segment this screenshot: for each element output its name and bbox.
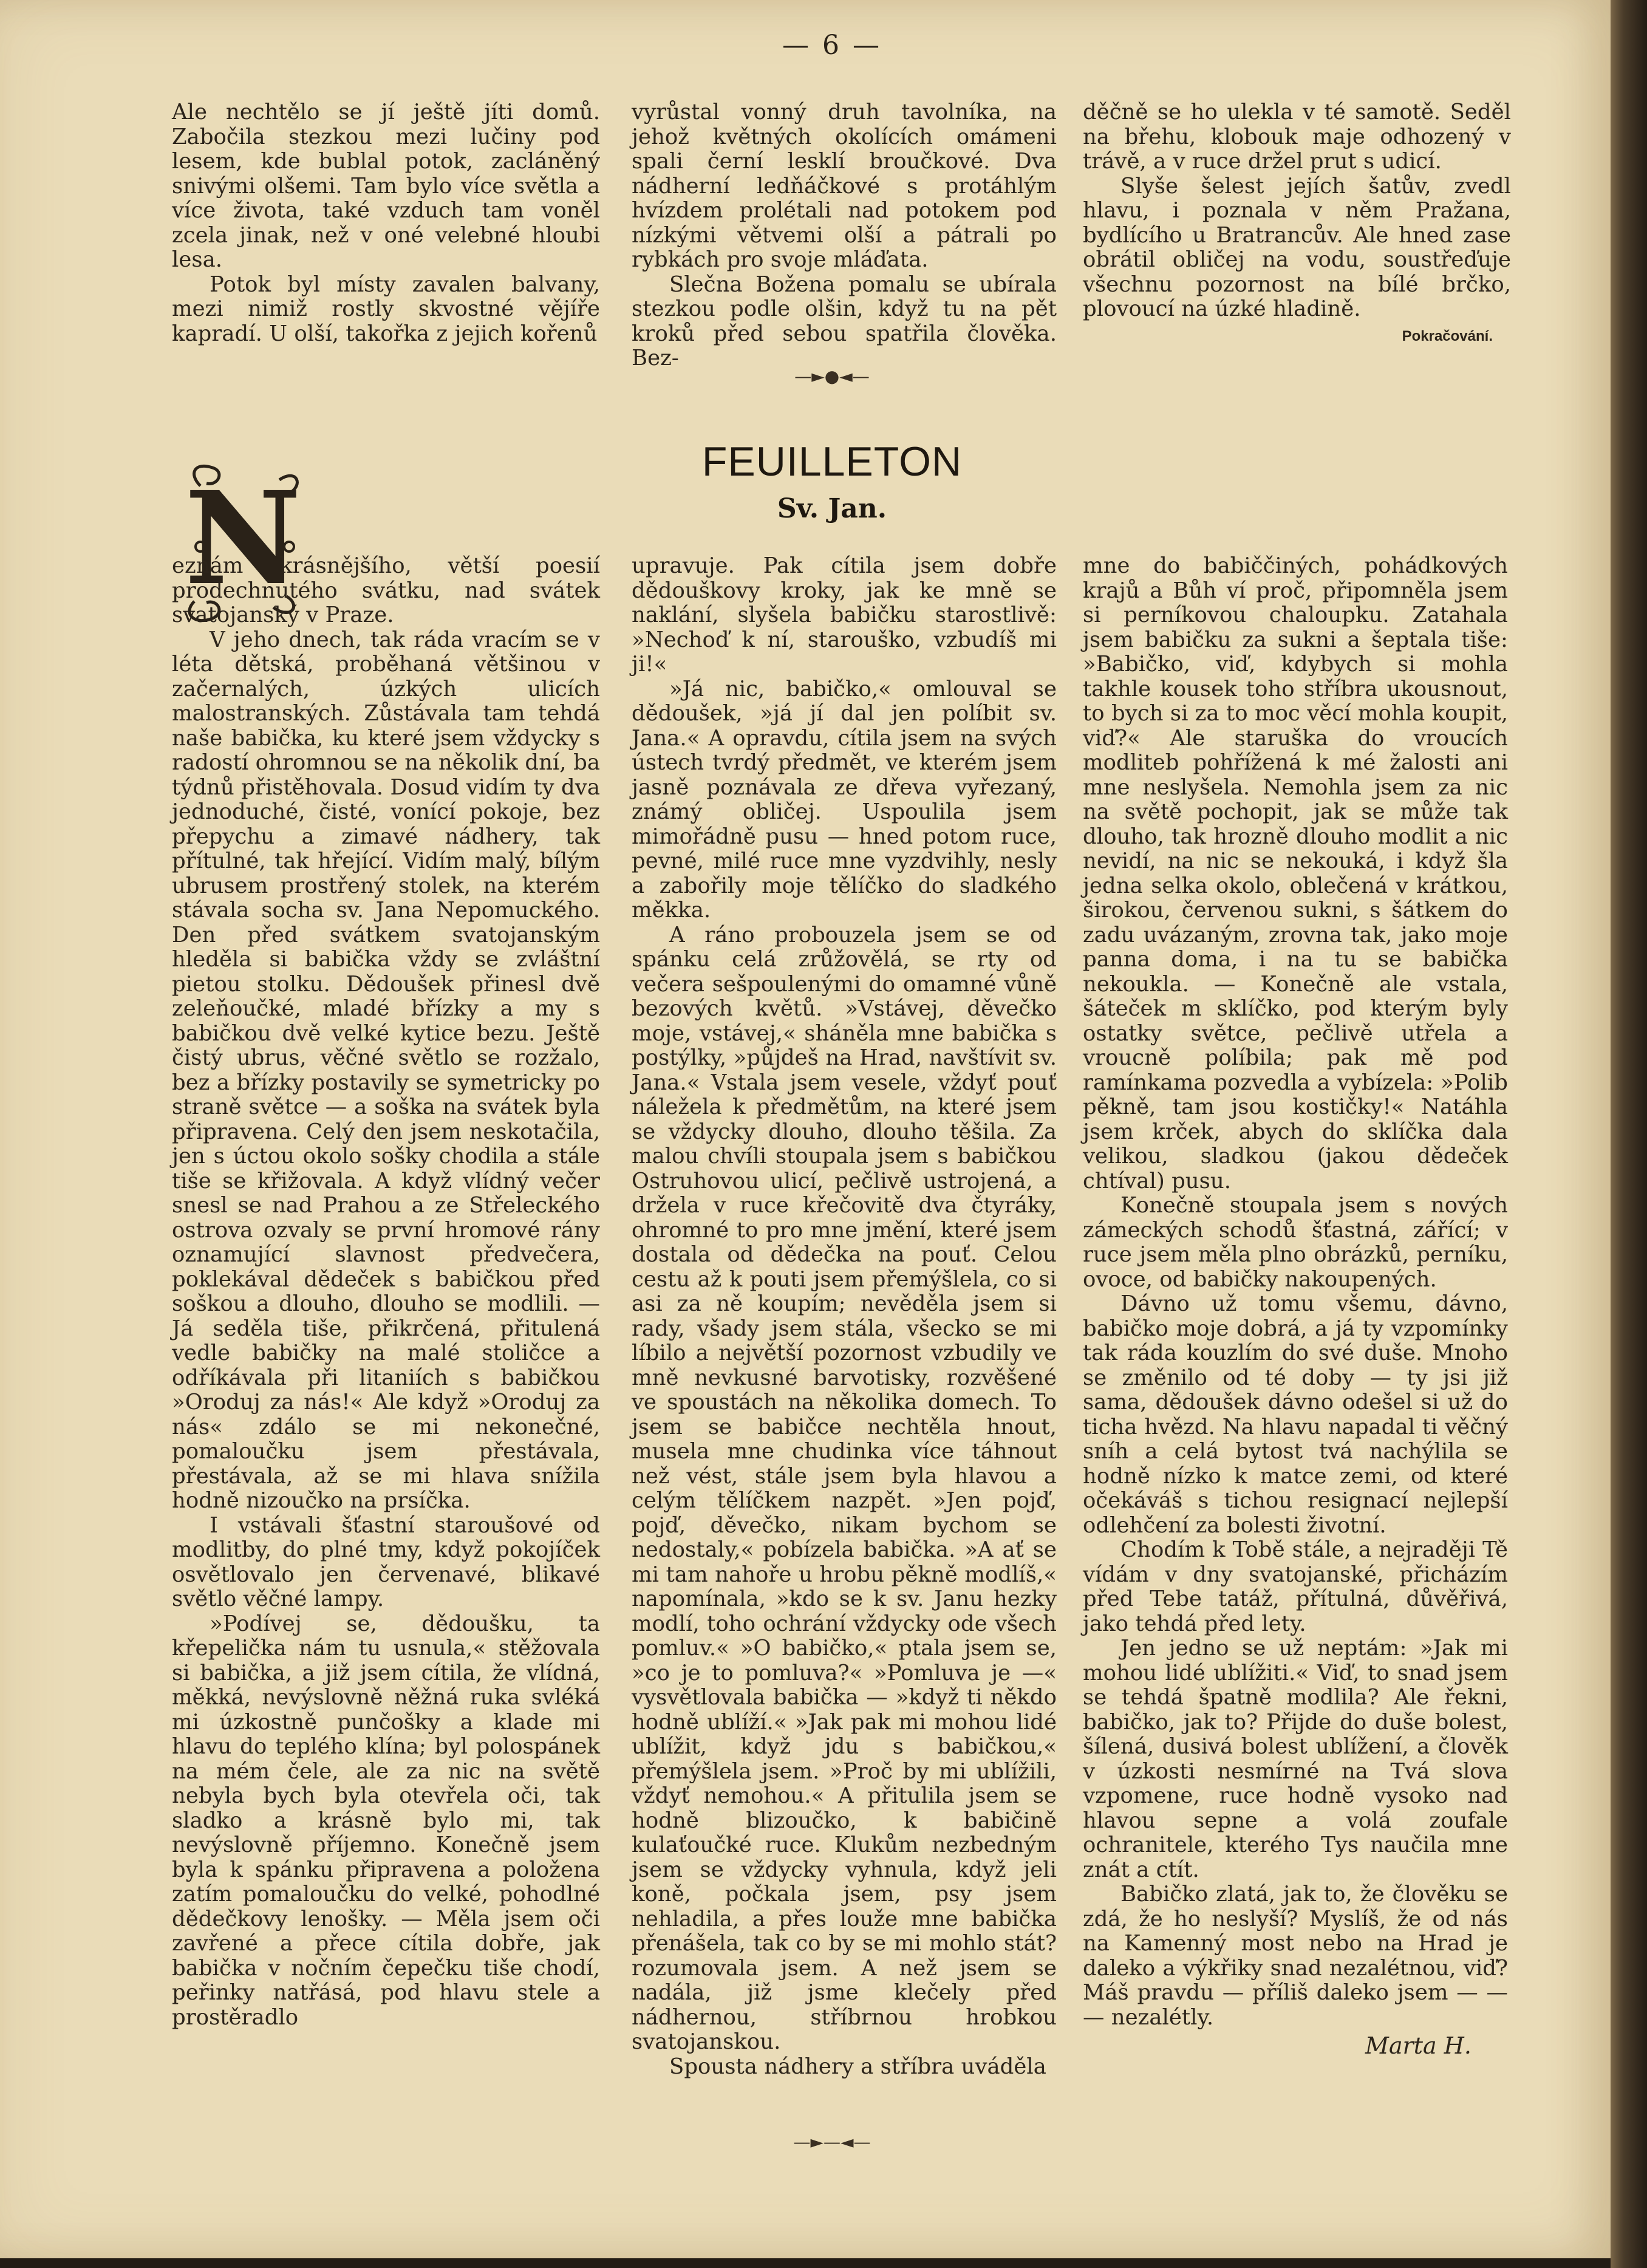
paragraph: Dávno už tomu všemu, dávno, babičko moje dobrá, a já ty vzpomínky tak ráda kouzlím do své duše. Mnoho se změnilo od té doby — ty jsi již sama, dědoušek dávno odešel si už do ticha hvězd. Na hlavu napadal ti věčný sníh a celá bytost tvá nachýlila se hodně nízko k matce zemi, od které očekáváš s tichou resignací nejlepší odlehčení za bolesti životní. bbox=[1083, 1291, 1508, 1538]
paragraph: V jeho dnech, tak ráda vracím se v léta dětská, proběhaná většinou v začernalých, úzkých ulicích malostranských. Zůstávala tam tehdá naše babička, ku které jsem vždycky s radostí ohromnou se na několik dní, ba týdnů přistěhovala. Dosud vidím ty dva jednoduché, čisté, vonící pokoje, bez přepychu a zimavé nádhery, tak přítulné, tak hřející. Vidím malý, bílým ubrusem prostřený stolek, na kterém stávala socha sv. Jana Nepomuckého. Den před svátkem svatojanským hleděla si babička vždy se zvláštní pietou stolku. Dědoušek přinesl dvě zeleňoučké, mladé břízky a my s babičkou dvě velké kytice bezu. Ještě čistý ubrus, věčné světlo se rozžalo, bez a břízky postavily se symetricky po straně světce — a soška na svátek byla připravena. Celý den jsem neskotačila, jen s úctou okolo sošky chodila a stále tiše se křižovala. A když vlídný večer snesl se nad Prahou a ze Střeleckého ostrova ozvaly se první hromové rány oznamující slavnost předvečera, poklekával dědeček s babičkou před soškou a dlouho, dlouho se modlili. — Já seděla tiše, přikrčená, přitulená vedle babičky na malé stoličce a odříkávala při litaniích s babičkou »Oroduj za nás!« Ale když »Oroduj za nás« zdálo se mi nekonečné, pomaloučku jsem přestávala, přestávala, až se mi hlava snížila hodně nizoučko na prsíčka. bbox=[172, 627, 600, 1513]
feuilleton-column-2 bbox=[632, 554, 1057, 2079]
paragraph: Chodím k Tobě stále, a nejraději Tě vídám v dny svatojanské, přicházím před Tebe tatáž, přítulná, důvěřivá, jako tehdá před lety. bbox=[1083, 1537, 1508, 1636]
paragraph: Slyše šelest jejích šatův, zvedl hlavu, i poznala v něm Pražana, bydlícího u Bratrancův. Ale hned zase obrátil obličej na vodu, soustřeďuje všechnu pozornost na bílé brčko, plovoucí na úzké hladině. bbox=[1083, 173, 1511, 321]
end-ornament: —►—◄— bbox=[793, 2132, 871, 2152]
paragraph: »Podívej se, dědoušku, ta křepelička nám tu usnula,« stěžovala si babička, a již jsem cítila, že vlídná, měkká, nevýslovně něžná ruka svléká mi úzkostně punčošky a klade mi hlavu do teplého klína; byl polospánek na mém čele, ale za nic na světě nebyla bych byla otevřela oči, tak sladko a krásně bylo mi, tak nevýslovně příjemno. Konečně jsem byla k spánku připravena a položena zatím pomaloučku do velké, pohodlné dědečkovy lenošky. — Měla jsem oči zavřené a přece cítila dobře, jak babička v nočním čepečku tiše chodí, peřinky natřásá, pod hlavu stele a prostěradlo bbox=[172, 1611, 600, 2030]
paragraph: upravuje. Pak cítila jsem dobře dědouškovy kroky, jak ke mně se naklání, slyšela babičku starostlivě: »Nechoď k ní, starouško, vzbudíš mi ji!« bbox=[632, 553, 1057, 677]
paragraph: »Já nic, babičko,« omlouval se dědoušek, »já jí dal jen políbit sv. Jana.« A opravdu, cítila jsem na svých ústech tvrdý předmět, ve kterém jsem jasně poznávala ze dřeva vyřezaný, známý obličej. Uspoulila jsem mimořádně pusu — hned potom ruce, pevné, milé ruce mne vyzdvihly, nesly a zabořily moje tělíčko do sladkého měkka. bbox=[632, 676, 1057, 923]
paragraph: eznám krásnějšího, větší poesií prodechnutého svátku, nad svátek svatojanský v Praze. bbox=[172, 553, 600, 627]
page-number: — 6 — bbox=[782, 30, 882, 61]
paragraph: Slečna Božena pomalu se ubírala stezkou podle olšin, když tu na pět kroků před sebou spatřila člověka. Bez- bbox=[632, 272, 1057, 371]
paragraph: Konečně stoupala jsem s nových zámeckých schodů šťastná, zářící; v ruce jsem měla plno obrázků, perníku, ovoce, od babičky nakoupených. bbox=[1083, 1193, 1508, 1292]
paragraph: Babičko zlatá, jak to, že člověku se zdá, že ho neslyší? Myslíš, že od nás na Kamenný most nebo na Hrad je daleko a výkřiky snad nezalétnou, viď? Máš pravdu — příliš daleko jsem — — — nezalétly. bbox=[1083, 1882, 1508, 2030]
section-divider-ornament: —►●◄— bbox=[794, 366, 870, 386]
continuation-column-middle bbox=[632, 100, 1057, 371]
paragraph: vyrůstal vonný druh tavolníka, na jehož květných okolících omámeni spali černí lesklí broučkové. Dva nádherní ledňáčkové s protáhlým hvízdem prolétali nad potokem pod nízkými větvemi olší a pátrali po rybkách pro svoje mláďata. bbox=[632, 100, 1057, 272]
feuilleton-column-1 bbox=[172, 554, 600, 2030]
to-be-continued-note: Pokračování. bbox=[1402, 327, 1493, 344]
paragraph: mne do babiččiných, pohádkových krajů a Bůh ví proč, připomněla jsem si perníkovou chaloupku. Zatahala jsem babičku za sukni a šeptala tiše: »Babičko, viď, kdybych si mohla takhle kousek toho stříbra ukousnout, to bych si za to moc věcí mohla koupit, viď?« Ale staruška do vroucích modliteb pohřížená k mé žalosti ani mne neslyšela. Nemohla jsem za nic na světě pochopit, jak se může tak dlouho, tak hrozně dlouho modlit a nic nevidí, na nic se nekouká, i když šla jedna selka okolo, oblečená v krátkou, širokou, červenou sukni, s šátkem do zadu uvázaným, zrovna tak, jako moje panna doma, i na tu se babička nekoukla. — Konečně ale vstala, šáteček m sklíčko, pod kterým byly ostatky světce, pečlivě utřela a vroucně políbila; pak mě pod ramínkama pozvedla a vybízela: »Polib pěkně, tam jsou kostičky!« Natáhla jsem krček, abych do sklíčka dala velikou, sladkou (jakou dědeček chtíval) pusu. bbox=[1083, 553, 1508, 1194]
paragraph: A ráno probouzela jsem se od spánku celá zrůžovělá, se rty od večera sešpoulenými do omamné vůně bezových květů. »Vstávej, děvečko moje, vstávej,« sháněla mne babička s postýlky, »půjdeš na Hrad, navštívit sv. Jana.« Vstala jsem vesele, vždyť pouť náležela k předmětům, na které jsem se vždycky dlouho, dlouho těšila. Za malou chvíli stoupala jsem s babičkou Ostruhovou ulicí, pečlivě ustrojená, a držela v ruce křečovitě dva čtyráky, ohromné to pro mne jmění, které jsem dostala od dědečka na pouť. Celou cestu až k pouti jsem přemýšlela, co si asi za ně koupím; nevěděla jsem si rady, všady jsem stála, všecko se mi líbilo a největší pozornost vzbudily ve mně nevkusné barvotisky, rozvěšené ve spoustách na několika domech. To jsem se babičce nechtěla hnout, musela mne chudinka více táhnout než vést, stále jsem byla hlavou a celým tělíčkem nazpět. »Jen pojď, pojď, děvečko, nikam bychom se nedostaly,« pobízela babička. »A ať se mi tam nahoře u hrobu pěkně modlíš,« napomínala, »kdo se k sv. Janu hezky modlí, toho ochrání vždycky ode všech pomluv.« »O babičko,« ptala jsem se, »co je to pomluva?« »Pomluva je —« vysvětlovala babička — »když ti někdo hodně ublíží.« »Jak pak mi mohou lidé ublížit, když jdu s babičkou,« přemýšlela jsem. »Proč by mi ublížili, vždyť nemohou.« A přitulila jsem se hodně blizoučko, k babičině kulaťoučké ruce. Klukům nezbedným jsem se vždycky vyhnula, když jeli koně, počkala jsem, psy jsem nehladila, a přes louže mne babička přenášela, tak co by se mi mohlo stát? rozumovala jsem. A než jsem se nadála, již jsme klečely před nádhernou, stříbrnou hrobkou svatojanskou. bbox=[632, 922, 1057, 2054]
paragraph: I vstávali šťastní staroušové od modlitby, do plné tmy, když pokojíček osvětlovalo jen červenavé, blikavé světlo věčné lampy. bbox=[172, 1512, 600, 1611]
paragraph: Jen jedno se už neptám: »Jak mi mohou lidé ublížiti.« Viď, to snad jsem se tehdá špatně modlila? Ale řekni, babičko, jak to? Přijde do duše bolest, šílená, dusivá bolest ublížení, a člověk v úzkosti nesmírné na Tvá slova vzpomene, ruce hodně vysoko nad hlavou sepne a volá zoufale ochranitele, kterého Tys naučila mne znát a ctít. bbox=[1083, 1636, 1508, 1882]
continuation-column-left bbox=[172, 100, 600, 346]
drop-cap-letter: N bbox=[185, 463, 301, 613]
feuilleton-column-3 bbox=[1083, 554, 1508, 2058]
paragraph: Ale nechtělo se jí ještě jíti domů. Zabočila stezkou mezi lučiny pod lesem, kde bublal potok, zacláněný snivými olšemi. Tam bylo více světla a více života, také vzduch tam voněl zcela jinak, než v oné velebné hloubi lesa. bbox=[172, 100, 600, 272]
continuation-column-right bbox=[1083, 100, 1511, 349]
paragraph: Spousta nádhery a stříbra uváděla bbox=[669, 2054, 1046, 2079]
paragraph: Potok byl místy zavalen balvany, mezi nimiž rostly skvostné vějíře kapradí. U olší, takořka z jejich kořenů bbox=[172, 272, 600, 346]
article-title: Sv. Jan. bbox=[777, 493, 887, 524]
section-title: FEUILLETON bbox=[701, 439, 963, 485]
author-signature: Marta H. bbox=[1365, 2032, 1471, 2059]
paragraph: děčně se ho ulekla v té samotě. Seděl na břehu, klobouk maje odhozený v trávě, a v ruce držel prut s udicí. bbox=[1083, 100, 1511, 174]
page-edge-shadow bbox=[1611, 0, 1647, 2268]
